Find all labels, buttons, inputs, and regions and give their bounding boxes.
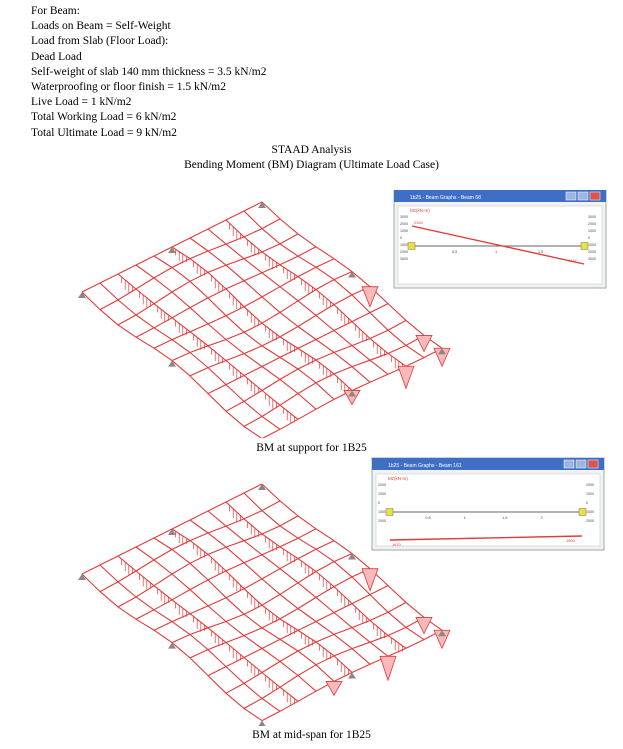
figure-caption-midspan: BM at mid-span for 1B25 bbox=[252, 729, 371, 741]
y-tick-label: 1000 bbox=[400, 229, 408, 233]
text-line: Self-weight of slab 140 mm thickness = 3.5 kN/m2 bbox=[31, 65, 267, 78]
beam-start-node bbox=[408, 243, 415, 250]
window-title: 1b25 - Beam Graphs - Beam 161 bbox=[388, 463, 462, 469]
bm-diagram-support bbox=[72, 190, 612, 438]
y-tick-label: 2000 bbox=[378, 519, 386, 523]
y-tick-label: 2000 bbox=[586, 483, 594, 487]
mesh-line bbox=[172, 247, 352, 391]
moment-peak bbox=[362, 287, 378, 307]
minimize-icon bbox=[566, 192, 576, 200]
y-tick-label: 1000 bbox=[378, 492, 386, 496]
bm-diagram-midspan bbox=[72, 456, 612, 726]
mesh-line bbox=[226, 602, 406, 693]
bm-figure-support bbox=[72, 190, 612, 438]
y-tick-label: 2000 bbox=[588, 222, 596, 226]
figure-caption-support: BM at support for 1B25 bbox=[256, 442, 367, 454]
load-description bbox=[31, 4, 267, 141]
mesh-line bbox=[118, 556, 298, 701]
close-icon bbox=[590, 192, 600, 200]
y-tick-label: 1000 bbox=[588, 243, 596, 247]
y-tick-label: 2000 bbox=[400, 222, 408, 226]
minimize-icon bbox=[564, 460, 574, 468]
text-line: Load from Slab (Floor Load): bbox=[31, 35, 169, 48]
mesh-line bbox=[136, 547, 316, 691]
y-tick-label: 3000 bbox=[400, 215, 408, 219]
section-subtitle: Bending Moment (BM) Diagram (Ultimate Load Case) bbox=[184, 159, 439, 171]
mesh-line bbox=[154, 541, 334, 631]
y-tick-label: 1000 bbox=[378, 510, 386, 514]
plot-label: Mz(kN-m) bbox=[410, 208, 430, 213]
mesh-line bbox=[136, 247, 316, 337]
y-tick-label: 0 bbox=[588, 236, 590, 240]
mesh-line bbox=[208, 304, 388, 394]
mesh-line bbox=[190, 520, 370, 664]
y-tick-label: 2000 bbox=[588, 250, 596, 254]
text-line: Waterproofing or floor finish = 1.5 kN/m2 bbox=[31, 81, 226, 94]
x-tick-label: 1.5 bbox=[502, 516, 508, 520]
section-title: STAAD Analysis bbox=[271, 144, 352, 156]
text-line: Loads on Beam = Self-Weight bbox=[31, 20, 171, 33]
moment-peak bbox=[398, 366, 414, 388]
y-tick-label: 1000 bbox=[586, 510, 594, 514]
y-tick-label: 2000 bbox=[378, 483, 386, 487]
bm-end-value: 1800 bbox=[566, 538, 575, 543]
y-tick-label: 2000 bbox=[586, 519, 594, 523]
moment-peak bbox=[362, 569, 378, 591]
plot-area bbox=[376, 474, 600, 546]
x-tick-label: 0.5 bbox=[452, 250, 458, 254]
y-tick-label: 0 bbox=[586, 501, 588, 505]
beam-graph-window bbox=[394, 190, 606, 288]
mesh-line bbox=[136, 265, 316, 409]
bm-start-value: 2340 bbox=[414, 220, 423, 225]
moment-peak bbox=[416, 617, 432, 633]
y-tick-label: 0 bbox=[400, 236, 402, 240]
bm-end-value: 4447 bbox=[568, 258, 577, 263]
y-tick-label: 1000 bbox=[400, 243, 408, 247]
moment-peak bbox=[416, 335, 432, 351]
bm-start-value: 1670 bbox=[392, 542, 401, 547]
y-tick-label: 2000 bbox=[400, 250, 408, 254]
mesh-line bbox=[154, 256, 334, 399]
mesh-line bbox=[226, 220, 406, 366]
mesh-line bbox=[172, 529, 352, 673]
mesh-line bbox=[154, 538, 334, 681]
moment-peak bbox=[380, 656, 396, 680]
x-tick-label: 1 bbox=[495, 250, 498, 254]
y-tick-label: 3000 bbox=[588, 257, 596, 261]
y-tick-label: 0 bbox=[378, 501, 380, 505]
beam-start-node bbox=[386, 509, 393, 516]
mesh-line bbox=[208, 511, 388, 656]
x-tick-label: 1.5 bbox=[538, 250, 544, 254]
y-tick-label: 3000 bbox=[400, 257, 408, 261]
plot-label: Mz(kN-m) bbox=[388, 476, 408, 481]
mesh-line bbox=[208, 229, 388, 374]
text-line: Live Load = 1 kN/m2 bbox=[31, 96, 132, 109]
slab-mesh bbox=[82, 202, 442, 438]
x-tick-label: 0.5 bbox=[425, 516, 431, 520]
mesh-line bbox=[100, 565, 280, 711]
text-line: Total Ultimate Load = 9 kN/m2 bbox=[31, 126, 177, 139]
supports bbox=[78, 202, 446, 438]
x-tick-label: 1 bbox=[463, 516, 466, 520]
mesh-line bbox=[154, 259, 334, 349]
beam-graph-window bbox=[372, 458, 604, 550]
text-line: Dead Load bbox=[31, 50, 82, 63]
bm-figure-midspan bbox=[72, 456, 612, 726]
mesh-line bbox=[226, 320, 406, 411]
mesh-line bbox=[136, 529, 316, 619]
mesh-line bbox=[244, 335, 424, 426]
close-icon bbox=[588, 460, 598, 468]
beam-end-node bbox=[579, 509, 586, 516]
maximize-icon bbox=[576, 460, 586, 468]
support-marker bbox=[258, 721, 266, 726]
mesh-line bbox=[100, 219, 280, 310]
text-line: Total Working Load = 6 kN/m2 bbox=[31, 111, 177, 124]
y-tick-label: 1000 bbox=[586, 492, 594, 496]
mesh-line bbox=[118, 274, 298, 419]
mesh-line bbox=[100, 501, 280, 592]
beam-end-node bbox=[581, 243, 588, 250]
mesh-line bbox=[100, 283, 280, 429]
mesh-line bbox=[190, 238, 370, 382]
window-title: 1b25 - Beam Graphs - Beam 68 bbox=[410, 195, 481, 201]
text-line: For Beam: bbox=[31, 5, 80, 17]
maximize-icon bbox=[578, 192, 588, 200]
moment-peak bbox=[326, 681, 342, 695]
mesh-line bbox=[208, 586, 388, 676]
y-tick-label: 1000 bbox=[588, 229, 596, 233]
x-tick-label: 2 bbox=[540, 516, 543, 520]
y-tick-label: 3000 bbox=[588, 215, 596, 219]
